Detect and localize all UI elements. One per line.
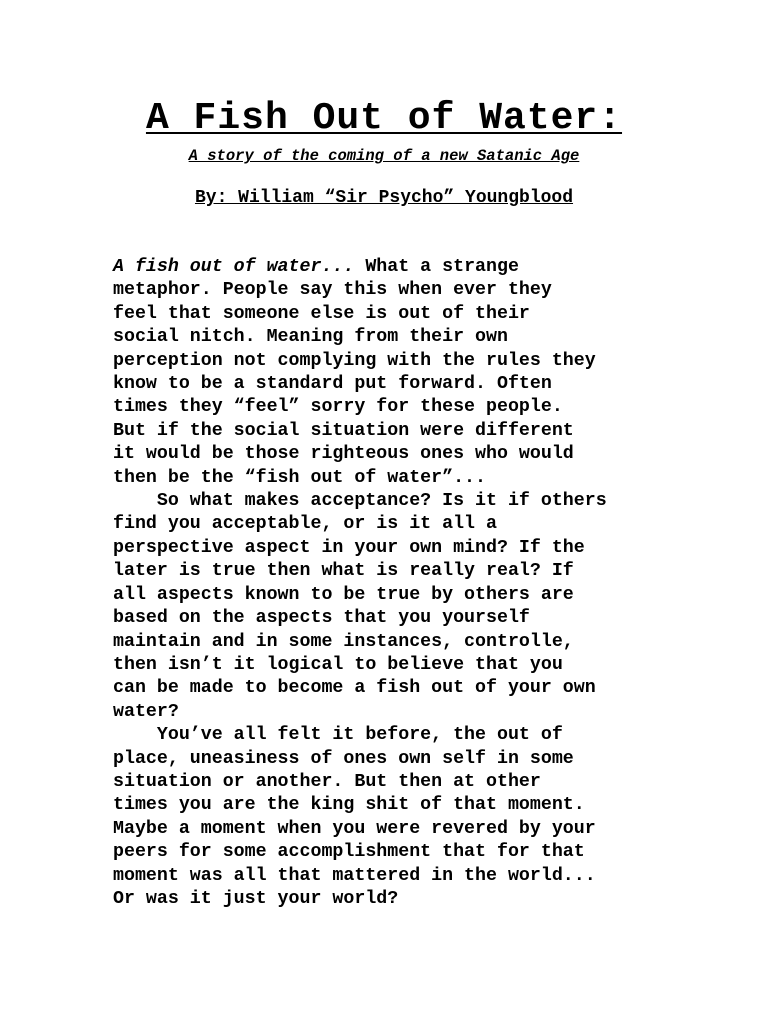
paragraph-3-line: times you are the king shit of that moment. — [113, 795, 585, 816]
paragraph-3-line: moment was all that mattered in the world... — [113, 865, 596, 886]
document-subtitle-text: A story of the coming of a new Satanic Age — [188, 147, 580, 165]
paragraph-1-line: feel that someone else is out of their — [113, 303, 530, 324]
paragraph-3-line: situation or another. But then at other — [113, 771, 541, 792]
paragraph-2-line: find you acceptable, or is it all a — [113, 514, 497, 535]
paragraph-1-line: times they “feel” sorry for these people. — [113, 397, 563, 418]
paragraph-1-line: metaphor. People say this when ever they — [113, 280, 552, 301]
paragraph-2-line: maintain and in some instances, controlle, — [113, 631, 574, 652]
paragraph-3-line: place, uneasiness of ones own self in some — [113, 748, 574, 769]
author-byline — [0, 186, 768, 210]
paragraph-1-line: perception not complying with the rules they — [113, 350, 596, 371]
paragraph-3-line: peers for some accomplishment that for that — [113, 842, 585, 863]
paragraph-2-line: water? — [113, 701, 179, 722]
paragraph-1-line: then be the “fish out of water”... — [113, 467, 486, 488]
paragraph-2-line: all aspects known to be true by others are — [113, 584, 574, 605]
paragraph-1-line: it would be those righteous ones who would — [113, 444, 574, 465]
paragraph-2-line: later is true then what is really real? If — [113, 561, 574, 582]
paragraph-3-line: You’ve all felt it before, the out of — [113, 725, 563, 746]
paragraph-2-line: perspective aspect in your own mind? If the — [113, 537, 585, 558]
lead-phrase: A fish out of water... — [113, 257, 355, 277]
paragraph-3-line: Maybe a moment when you were revered by your — [113, 818, 596, 839]
paragraph-1-line: know to be a standard put forward. Often — [113, 374, 552, 395]
document-title-text: A Fish Out of Water: — [145, 97, 623, 140]
paragraph-1-line: But if the social situation were different — [113, 420, 574, 441]
author-byline-text: By: William “Sir Psycho” Youngblood — [194, 188, 574, 208]
paragraph-2-line: can be made to become a fish out of your own — [113, 678, 596, 699]
paragraph-2-line: So what makes acceptance? Is it if others — [113, 491, 607, 512]
story-body — [113, 256, 658, 911]
paragraph-1-line: social nitch. Meaning from their own — [113, 327, 508, 348]
document-subtitle — [0, 145, 768, 167]
paragraph-3-line: Or was it just your world? — [113, 888, 399, 909]
paragraph-2-line: based on the aspects that you yourself — [113, 608, 530, 629]
paragraph-1-line: What a strange — [354, 257, 519, 277]
paragraph-2-line: then isn’t it logical to believe that you — [113, 654, 563, 675]
document-title — [0, 96, 768, 142]
